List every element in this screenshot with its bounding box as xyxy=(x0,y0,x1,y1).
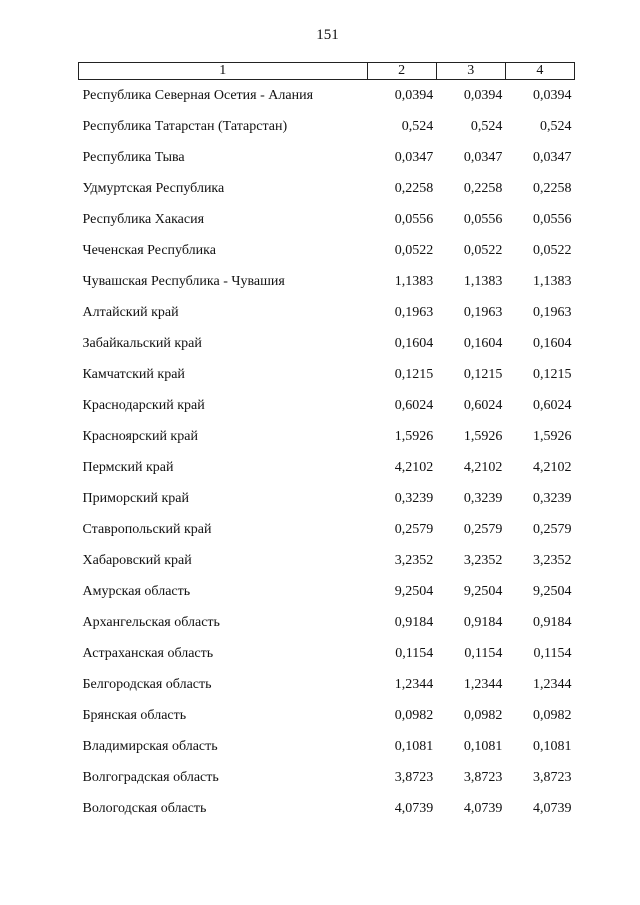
value-col-2-cell: 4,0739 xyxy=(394,801,434,816)
value-col-2-cell: 1,1383 xyxy=(394,274,434,289)
value-col-3-cell: 1,2344 xyxy=(463,677,503,692)
table-row xyxy=(79,793,575,824)
value-col-2-cell: 0,9184 xyxy=(394,615,434,630)
region-name-cell: Забайкальский край xyxy=(82,336,202,351)
region-name-cell: Удмуртская Республика xyxy=(82,181,225,196)
value-col-2-cell: 0,0522 xyxy=(394,243,434,258)
header-col-4: 4 xyxy=(505,63,574,80)
value-col-3-cell: 1,5926 xyxy=(463,429,503,444)
value-col-3-cell: 0,1604 xyxy=(463,336,503,351)
value-col-2-cell: 0,2579 xyxy=(394,522,434,537)
value-col-4-cell: 3,8723 xyxy=(533,770,572,785)
value-col-4-cell: 0,0522 xyxy=(533,243,572,258)
table-row xyxy=(79,359,575,390)
value-col-2-cell: 0,0556 xyxy=(394,212,434,227)
value-col-2-cell: 9,2504 xyxy=(394,584,434,599)
header-col-1: 1 xyxy=(79,63,368,80)
header-col-2: 2 xyxy=(367,63,436,80)
table-row xyxy=(79,638,575,669)
region-name-cell: Республика Хакасия xyxy=(82,212,205,227)
page-number: 151 xyxy=(316,27,339,43)
table-row xyxy=(79,328,575,359)
region-name-cell: Хабаровский край xyxy=(82,553,192,568)
table-row xyxy=(79,576,575,607)
value-col-2-cell: 0,1215 xyxy=(394,367,434,382)
value-col-2-cell: 0,0982 xyxy=(394,708,434,723)
value-col-3-cell: 0,0522 xyxy=(463,243,503,258)
table-row xyxy=(79,607,575,638)
table-row xyxy=(79,700,575,731)
value-col-4-cell: 0,9184 xyxy=(533,615,572,630)
table-row xyxy=(79,173,575,204)
region-name-cell: Приморский край xyxy=(82,491,189,506)
value-col-2-cell: 0,1963 xyxy=(394,305,434,320)
table-row xyxy=(79,421,575,452)
value-col-2-cell: 0,2258 xyxy=(394,181,434,196)
value-col-4-cell: 4,2102 xyxy=(533,460,572,475)
value-col-2-cell: 0,1081 xyxy=(394,739,434,754)
value-col-3-cell: 9,2504 xyxy=(463,584,503,599)
value-col-4-cell: 0,0394 xyxy=(533,88,572,103)
table-row xyxy=(79,204,575,235)
value-col-2-cell: 1,5926 xyxy=(394,429,434,444)
value-col-4-cell: 9,2504 xyxy=(533,584,572,599)
value-col-2-cell: 0,3239 xyxy=(394,491,434,506)
value-col-2-cell: 3,2352 xyxy=(394,553,434,568)
value-col-3-cell: 0,3239 xyxy=(463,491,503,506)
table-row xyxy=(79,80,575,112)
value-col-4-cell: 0,6024 xyxy=(533,398,572,413)
value-col-3-cell: 0,0347 xyxy=(463,150,503,165)
value-col-3-cell: 1,1383 xyxy=(463,274,503,289)
region-name-cell: Вологодская область xyxy=(82,801,207,816)
region-name-cell: Белгородская область xyxy=(82,677,212,692)
header-col-3: 3 xyxy=(436,63,505,80)
region-name-cell: Республика Татарстан (Татарстан) xyxy=(82,119,288,134)
value-col-4-cell: 0,1604 xyxy=(533,336,572,351)
value-col-4-cell: 0,2579 xyxy=(533,522,572,537)
value-col-4-cell: 0,0556 xyxy=(533,212,572,227)
region-name-cell: Волгоградская область xyxy=(82,770,219,785)
value-col-4-cell: 0,1154 xyxy=(533,646,572,661)
table-row xyxy=(79,111,575,142)
region-name-cell: Красноярский край xyxy=(82,429,198,444)
value-col-4-cell: 3,2352 xyxy=(533,553,572,568)
table-row xyxy=(79,669,575,700)
value-col-4-cell: 0,3239 xyxy=(533,491,572,506)
table-row xyxy=(79,514,575,545)
table-row xyxy=(79,452,575,483)
table-row xyxy=(79,142,575,173)
data-table xyxy=(78,62,575,824)
value-col-2-cell: 0,1154 xyxy=(395,646,434,661)
value-col-4-cell: 0,0982 xyxy=(533,708,572,723)
value-col-3-cell: 0,0982 xyxy=(463,708,503,723)
value-col-3-cell: 4,2102 xyxy=(463,460,503,475)
table-row xyxy=(79,731,575,762)
table-row xyxy=(79,545,575,576)
value-col-3-cell: 4,0739 xyxy=(463,801,503,816)
table-row xyxy=(79,762,575,793)
table-row xyxy=(79,483,575,514)
region-name-cell: Амурская область xyxy=(82,584,191,599)
region-name-cell: Владимирская область xyxy=(82,739,218,754)
value-col-2-cell: 0,524 xyxy=(401,119,434,134)
value-col-3-cell: 0,2258 xyxy=(463,181,503,196)
region-name-cell: Пермский край xyxy=(82,460,174,475)
value-col-2-cell: 0,1604 xyxy=(394,336,434,351)
value-col-2-cell: 0,0394 xyxy=(394,88,434,103)
value-col-4-cell: 1,2344 xyxy=(533,677,572,692)
value-col-2-cell: 4,2102 xyxy=(394,460,434,475)
value-col-2-cell: 1,2344 xyxy=(394,677,434,692)
value-col-3-cell: 0,1154 xyxy=(464,646,503,661)
table-body xyxy=(79,80,575,825)
value-col-4-cell: 0,524 xyxy=(540,119,572,134)
value-col-4-cell: 1,5926 xyxy=(533,429,572,444)
value-col-4-cell: 1,1383 xyxy=(533,274,572,289)
value-col-3-cell: 3,2352 xyxy=(463,553,503,568)
value-col-4-cell: 4,0739 xyxy=(533,801,572,816)
region-name-cell: Чеченская Республика xyxy=(82,243,216,258)
table-row xyxy=(79,266,575,297)
region-name-cell: Республика Северная Осетия - Алания xyxy=(82,88,314,103)
table-row xyxy=(79,297,575,328)
value-col-3-cell: 0,1215 xyxy=(463,367,503,382)
table-row xyxy=(79,390,575,421)
value-col-2-cell: 0,0347 xyxy=(394,150,434,165)
region-name-cell: Краснодарский край xyxy=(82,398,205,413)
region-name-cell: Чувашская Республика - Чувашия xyxy=(82,274,285,289)
region-name-cell: Камчатский край xyxy=(82,367,185,382)
region-name-cell: Республика Тыва xyxy=(82,150,185,165)
region-name-cell: Алтайский край xyxy=(82,305,179,320)
table-header xyxy=(79,63,575,80)
value-col-3-cell: 3,8723 xyxy=(463,770,503,785)
table-row xyxy=(79,235,575,266)
value-col-3-cell: 0,6024 xyxy=(463,398,503,413)
region-name-cell: Брянская область xyxy=(82,708,187,723)
value-col-3-cell: 0,1081 xyxy=(463,739,503,754)
value-col-4-cell: 0,1963 xyxy=(533,305,572,320)
value-col-3-cell: 0,0556 xyxy=(463,212,503,227)
value-col-3-cell: 0,524 xyxy=(470,119,503,134)
value-col-3-cell: 0,9184 xyxy=(463,615,503,630)
value-col-2-cell: 3,8723 xyxy=(394,770,434,785)
value-col-4-cell: 0,1081 xyxy=(533,739,572,754)
value-col-3-cell: 0,0394 xyxy=(463,88,503,103)
value-col-3-cell: 0,2579 xyxy=(463,522,503,537)
value-col-4-cell: 0,1215 xyxy=(533,367,572,382)
region-name-cell: Архангельская область xyxy=(82,615,220,630)
value-col-3-cell: 0,1963 xyxy=(463,305,503,320)
header-row xyxy=(79,63,575,80)
value-col-4-cell: 0,0347 xyxy=(533,150,572,165)
value-col-2-cell: 0,6024 xyxy=(394,398,434,413)
value-col-4-cell: 0,2258 xyxy=(533,181,572,196)
region-name-cell: Астраханская область xyxy=(82,646,214,661)
region-name-cell: Ставропольский край xyxy=(82,522,212,537)
